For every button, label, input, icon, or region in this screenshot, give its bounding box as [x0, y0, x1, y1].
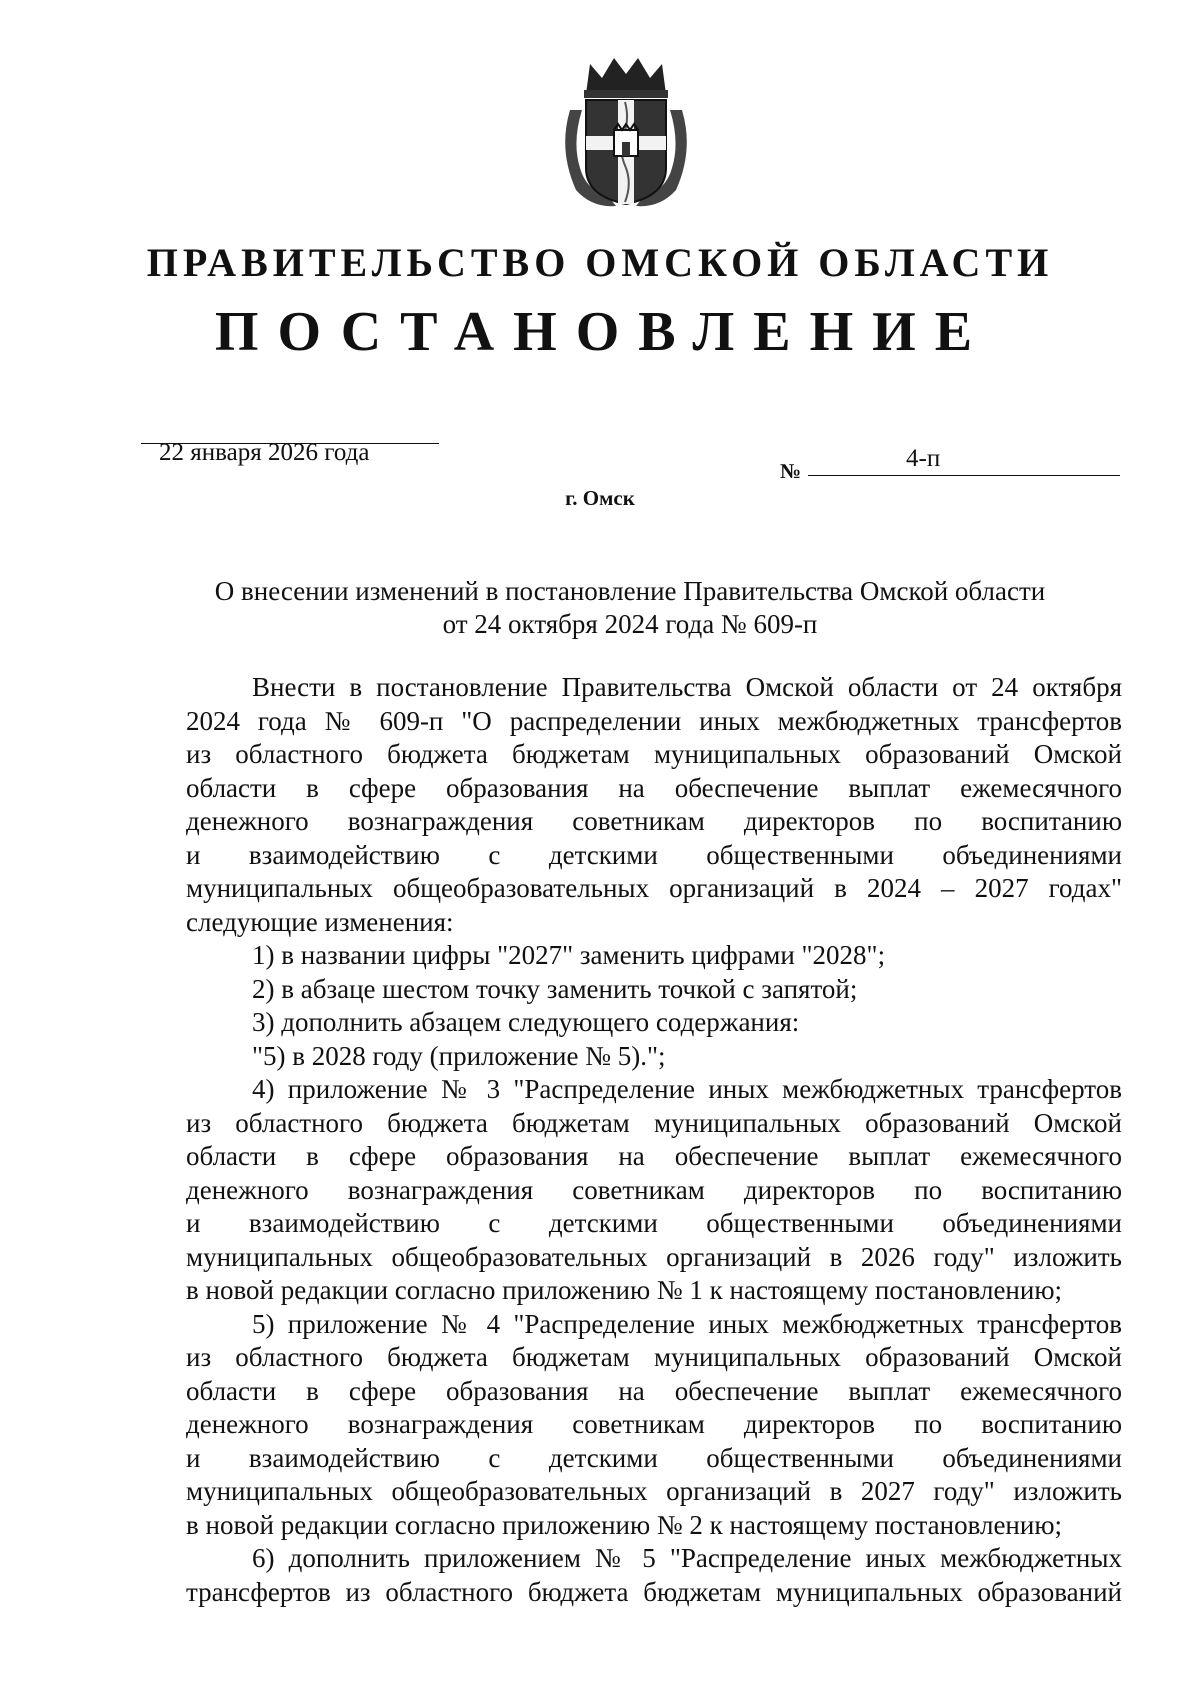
body-line: "5) в 2028 году (приложение № 5).";: [252, 1040, 666, 1071]
number-underline: [808, 475, 1120, 476]
number-sign: №: [780, 459, 802, 483]
body-line: 1) в названии цифры "2027" заменить цифрами "2028";: [252, 940, 886, 970]
subject-line: О внесении изменений в постановление Правительства Омской области: [214, 576, 1046, 606]
body-line: Внести в постановление Правительства Омской области от 24 октября: [252, 672, 1122, 702]
body-line: из областного бюджета бюджетам муниципальных образований Омской: [186, 1342, 1122, 1372]
document-number: 4-п: [906, 445, 941, 472]
body-line: 2) в абзаце шестом точку заменить точкой с запятой;: [252, 973, 858, 1004]
body-line: из областного бюджета бюджетам муниципальных образований Омской: [186, 739, 1122, 769]
omsk-coat-of-arms-icon: [556, 50, 696, 210]
document-body: [186, 671, 1122, 1609]
body-line: области в сфере образования на обеспечение выплат ежемесячного: [186, 1141, 1122, 1171]
body-line: из областного бюджета бюджетам муниципальных образований Омской: [186, 1107, 1122, 1138]
subject-line: от 24 октября 2024 года № 609-п: [442, 609, 818, 639]
document-type-title: ПОСТАНОВЛЕНИЕ: [214, 301, 992, 363]
body-line: области в сфере образования на обеспечение выплат ежемесячного: [186, 1375, 1122, 1406]
body-line: денежного вознаграждения советникам директоров по воспитанию: [186, 1174, 1122, 1205]
body-line: 5) приложение № 4 "Распределение иных межбюджетных трансфертов: [252, 1308, 1122, 1339]
body-line: денежного вознаграждения советникам директоров по воспитанию: [186, 806, 1122, 836]
government-title: ПРАВИТЕЛЬСТВО ОМСКОЙ ОБЛАСТИ: [146, 240, 1054, 285]
body-line: и взаимодействию с детскими общественными объединениями: [186, 1208, 1122, 1238]
body-line: области в сфере образования на обеспечение выплат ежемесячного: [186, 772, 1122, 803]
body-line: денежного вознаграждения советникам директоров по воспитанию: [186, 1409, 1122, 1439]
document-date: 22 января 2026 года: [159, 439, 370, 466]
body-line: в новой редакции согласно приложению № 2 к настоящему постановлению;: [186, 1509, 1062, 1540]
body-line: следующие изменения:: [186, 906, 454, 937]
city-name: г. Омск: [565, 486, 635, 510]
body-line: муниципальных общеобразовательных организаций в 2026 году" изложить: [186, 1241, 1122, 1272]
body-line: 3) дополнить абзацем следующего содержания:: [252, 1007, 800, 1037]
document-subject: [190, 575, 1070, 641]
body-line: и взаимодействию с детскими общественными объединениями: [186, 1442, 1122, 1473]
body-line: в новой редакции согласно приложению № 1 к настоящему постановлению;: [186, 1275, 1062, 1305]
body-line: трансфертов из областного бюджета бюджетам муниципальных образований: [186, 1576, 1122, 1607]
body-line: муниципальных общеобразовательных организаций в 2027 году" изложить: [186, 1476, 1122, 1506]
body-line: 2024 года № 609-п "О распределении иных межбюджетных трансфертов: [186, 705, 1122, 736]
body-line: 4) приложение № 3 "Распределение иных межбюджетных трансфертов: [252, 1074, 1122, 1104]
body-line: муниципальных общеобразовательных организаций в 2024 – 2027 годах": [186, 873, 1122, 903]
body-line: и взаимодействию с детскими общественными объединениями: [186, 839, 1122, 870]
body-line: 6) дополнить приложением № 5 "Распределение иных межбюджетных: [252, 1543, 1122, 1573]
